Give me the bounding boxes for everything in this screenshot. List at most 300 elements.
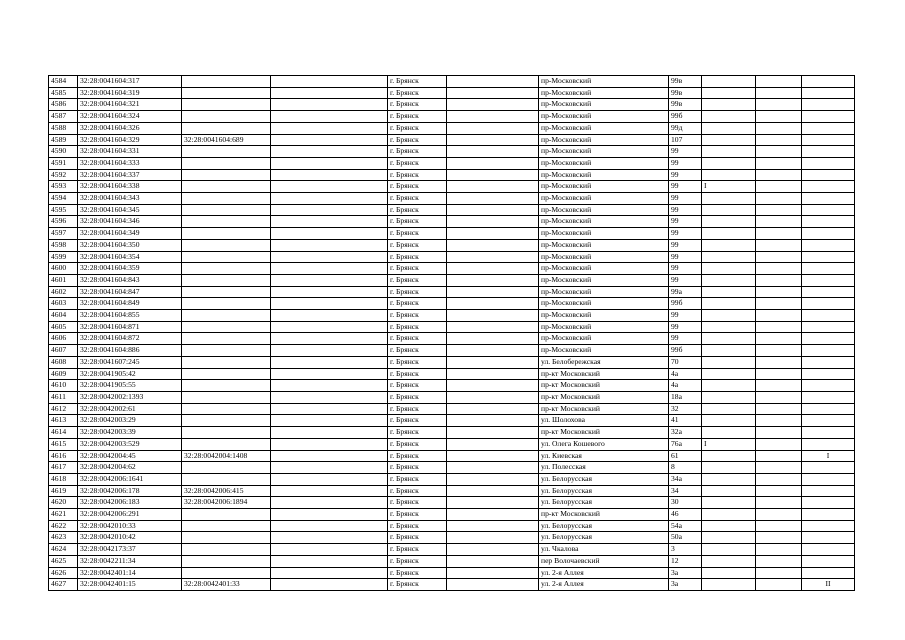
table-row [49, 427, 855, 439]
mark-cell-3 [802, 134, 855, 146]
mark-cell-2 [756, 497, 802, 509]
cadastral-number-cell: 32:28:0042002:1393 [78, 391, 182, 403]
mark-cell-3 [802, 368, 855, 380]
row-number-cell: 4618 [49, 473, 78, 485]
city-cell: г. Брянск [388, 391, 447, 403]
street-cell: пр-Московский [539, 216, 669, 228]
mark-cell-1 [702, 462, 756, 474]
empty-cell [447, 356, 539, 368]
city-cell: г. Брянск [388, 462, 447, 474]
empty-cell [447, 520, 539, 532]
cadastral-number-cell: 32:28:0041607:245 [78, 356, 182, 368]
table-row [49, 193, 855, 205]
empty-cell [447, 462, 539, 474]
empty-cell [447, 169, 539, 181]
street-cell: пр-Московский [539, 181, 669, 193]
house-number-cell: 8 [669, 462, 702, 474]
table-row [49, 228, 855, 240]
mark-cell-1 [702, 274, 756, 286]
street-cell: пр-Московский [539, 263, 669, 275]
table-row [49, 274, 855, 286]
cadastral-number-cell: 32:28:0042004:62 [78, 462, 182, 474]
mark-cell-3 [802, 298, 855, 310]
street-cell: ул. Киевская [539, 450, 669, 462]
cadastral-number-cell: 32:28:0041604:346 [78, 216, 182, 228]
mark-cell-3: II [802, 579, 855, 591]
city-cell: г. Брянск [388, 274, 447, 286]
empty-cell [447, 333, 539, 345]
mark-cell-1 [702, 157, 756, 169]
mark-cell-1 [702, 228, 756, 240]
empty-cell [447, 345, 539, 357]
empty-cell [271, 216, 388, 228]
parent-cadastral-number-cell [182, 263, 271, 275]
house-number-cell: 30 [669, 497, 702, 509]
table-row [49, 239, 855, 251]
house-number-cell: 99 [669, 146, 702, 158]
city-cell: г. Брянск [388, 509, 447, 521]
empty-cell [271, 298, 388, 310]
parent-cadastral-number-cell [182, 111, 271, 123]
city-cell: г. Брянск [388, 193, 447, 205]
city-cell: г. Брянск [388, 146, 447, 158]
mark-cell-3 [802, 181, 855, 193]
row-number-cell: 4616 [49, 450, 78, 462]
mark-cell-3 [802, 403, 855, 415]
table-row [49, 567, 855, 579]
parent-cadastral-number-cell [182, 193, 271, 205]
house-number-cell: 61 [669, 450, 702, 462]
city-cell: г. Брянск [388, 76, 447, 88]
mark-cell-2 [756, 567, 802, 579]
row-number-cell: 4602 [49, 286, 78, 298]
mark-cell-1 [702, 567, 756, 579]
table-row [49, 204, 855, 216]
row-number-cell: 4597 [49, 228, 78, 240]
mark-cell-2 [756, 473, 802, 485]
street-cell: пр-Московский [539, 204, 669, 216]
mark-cell-1 [702, 544, 756, 556]
empty-cell [271, 122, 388, 134]
parent-cadastral-number-cell [182, 321, 271, 333]
empty-cell [271, 169, 388, 181]
mark-cell-1 [702, 520, 756, 532]
row-number-cell: 4625 [49, 555, 78, 567]
empty-cell [447, 485, 539, 497]
parent-cadastral-number-cell [182, 204, 271, 216]
house-number-cell: 12 [669, 555, 702, 567]
mark-cell-3 [802, 321, 855, 333]
cadastral-number-cell: 32:28:0041604:350 [78, 239, 182, 251]
city-cell: г. Брянск [388, 403, 447, 415]
cadastral-number-cell: 32:28:0041604:331 [78, 146, 182, 158]
mark-cell-1 [702, 76, 756, 88]
table-row [49, 298, 855, 310]
empty-cell [271, 251, 388, 263]
table-row [49, 391, 855, 403]
cadastral-number-cell: 32:28:0042003:529 [78, 438, 182, 450]
house-number-cell: 34 [669, 485, 702, 497]
table-row [49, 321, 855, 333]
parent-cadastral-number-cell [182, 76, 271, 88]
parent-cadastral-number-cell: 32:28:0042401:33 [182, 579, 271, 591]
mark-cell-2 [756, 193, 802, 205]
registry-table-body [49, 76, 855, 591]
mark-cell-3 [802, 485, 855, 497]
house-number-cell: 107 [669, 134, 702, 146]
mark-cell-1 [702, 321, 756, 333]
cadastral-number-cell: 32:28:0042003:29 [78, 415, 182, 427]
mark-cell-2 [756, 450, 802, 462]
mark-cell-3 [802, 555, 855, 567]
table-row [49, 579, 855, 591]
house-number-cell: 3 [669, 544, 702, 556]
row-number-cell: 4606 [49, 333, 78, 345]
street-cell: пр-Московский [539, 286, 669, 298]
cadastral-number-cell: 32:28:0042010:42 [78, 532, 182, 544]
empty-cell [447, 76, 539, 88]
mark-cell-2 [756, 509, 802, 521]
city-cell: г. Брянск [388, 520, 447, 532]
house-number-cell: 4а [669, 368, 702, 380]
street-cell: пр-Московский [539, 298, 669, 310]
mark-cell-3 [802, 263, 855, 275]
mark-cell-2 [756, 391, 802, 403]
street-cell: ул. Шолохова [539, 415, 669, 427]
city-cell: г. Брянск [388, 567, 447, 579]
mark-cell-3 [802, 286, 855, 298]
table-row [49, 251, 855, 263]
mark-cell-3 [802, 427, 855, 439]
cadastral-number-cell: 32:28:0042006:183 [78, 497, 182, 509]
row-number-cell: 4610 [49, 380, 78, 392]
parent-cadastral-number-cell [182, 181, 271, 193]
parent-cadastral-number-cell: 32:28:0042004:1408 [182, 450, 271, 462]
mark-cell-3 [802, 532, 855, 544]
street-cell: пр-Московский [539, 157, 669, 169]
row-number-cell: 4619 [49, 485, 78, 497]
house-number-cell: 99 [669, 333, 702, 345]
house-number-cell: 3а [669, 579, 702, 591]
mark-cell-1 [702, 251, 756, 263]
mark-cell-3 [802, 356, 855, 368]
mark-cell-3 [802, 274, 855, 286]
empty-cell [447, 298, 539, 310]
empty-cell [447, 239, 539, 251]
mark-cell-3 [802, 122, 855, 134]
mark-cell-2 [756, 169, 802, 181]
cadastral-number-cell: 32:28:0042006:1641 [78, 473, 182, 485]
row-number-cell: 4599 [49, 251, 78, 263]
mark-cell-1 [702, 427, 756, 439]
empty-cell [271, 345, 388, 357]
mark-cell-3 [802, 251, 855, 263]
empty-cell [447, 497, 539, 509]
house-number-cell: 99 [669, 216, 702, 228]
parent-cadastral-number-cell [182, 274, 271, 286]
house-number-cell: 99 [669, 239, 702, 251]
mark-cell-1 [702, 169, 756, 181]
empty-cell [271, 532, 388, 544]
empty-cell [271, 509, 388, 521]
empty-cell [271, 274, 388, 286]
table-row [49, 310, 855, 322]
empty-cell [271, 134, 388, 146]
cadastral-number-cell: 32:28:0041604:345 [78, 204, 182, 216]
parent-cadastral-number-cell [182, 532, 271, 544]
mark-cell-2 [756, 239, 802, 251]
mark-cell-3 [802, 239, 855, 251]
empty-cell [271, 555, 388, 567]
mark-cell-2 [756, 321, 802, 333]
mark-cell-1 [702, 263, 756, 275]
city-cell: г. Брянск [388, 485, 447, 497]
row-number-cell: 4608 [49, 356, 78, 368]
street-cell: пр-Московский [539, 122, 669, 134]
mark-cell-2 [756, 181, 802, 193]
house-number-cell: 34а [669, 473, 702, 485]
house-number-cell: 18а [669, 391, 702, 403]
row-number-cell: 4612 [49, 403, 78, 415]
table-row [49, 169, 855, 181]
house-number-cell: 99 [669, 274, 702, 286]
mark-cell-2 [756, 87, 802, 99]
row-number-cell: 4609 [49, 368, 78, 380]
city-cell: г. Брянск [388, 333, 447, 345]
cadastral-number-cell: 32:28:0041604:871 [78, 321, 182, 333]
mark-cell-1 [702, 193, 756, 205]
empty-cell [447, 274, 539, 286]
mark-cell-1 [702, 134, 756, 146]
house-number-cell: 46 [669, 509, 702, 521]
mark-cell-2 [756, 368, 802, 380]
parent-cadastral-number-cell: 32:28:0041604:689 [182, 134, 271, 146]
row-number-cell: 4588 [49, 122, 78, 134]
mark-cell-3 [802, 567, 855, 579]
empty-cell [447, 473, 539, 485]
mark-cell-1 [702, 286, 756, 298]
city-cell: г. Брянск [388, 427, 447, 439]
house-number-cell: 32а [669, 427, 702, 439]
empty-cell [271, 403, 388, 415]
mark-cell-3 [802, 169, 855, 181]
mark-cell-1 [702, 333, 756, 345]
table-row [49, 532, 855, 544]
empty-cell [271, 99, 388, 111]
empty-cell [447, 567, 539, 579]
street-cell: ул. Белорусская [539, 532, 669, 544]
street-cell: пр-Московский [539, 87, 669, 99]
mark-cell-3 [802, 520, 855, 532]
house-number-cell: 99 [669, 193, 702, 205]
table-row [49, 122, 855, 134]
mark-cell-1 [702, 391, 756, 403]
cadastral-number-cell: 32:28:0041604:337 [78, 169, 182, 181]
house-number-cell: 76а [669, 438, 702, 450]
city-cell: г. Брянск [388, 157, 447, 169]
parent-cadastral-number-cell [182, 157, 271, 169]
street-cell: пр-Московский [539, 76, 669, 88]
row-number-cell: 4627 [49, 579, 78, 591]
street-cell: ул. 2-я Аллея [539, 567, 669, 579]
empty-cell [447, 111, 539, 123]
empty-cell [271, 286, 388, 298]
mark-cell-2 [756, 380, 802, 392]
mark-cell-1 [702, 368, 756, 380]
empty-cell [271, 181, 388, 193]
empty-cell [271, 520, 388, 532]
row-number-cell: 4604 [49, 310, 78, 322]
cadastral-number-cell: 32:28:0042006:178 [78, 485, 182, 497]
empty-cell [271, 567, 388, 579]
mark-cell-1 [702, 298, 756, 310]
row-number-cell: 4623 [49, 532, 78, 544]
street-cell: пр-Московский [539, 228, 669, 240]
city-cell: г. Брянск [388, 298, 447, 310]
document-sheet [48, 75, 855, 591]
empty-cell [447, 438, 539, 450]
street-cell: ул. Олега Кошевого [539, 438, 669, 450]
street-cell: ул. Полесская [539, 462, 669, 474]
street-cell: пр-кт Московский [539, 380, 669, 392]
parent-cadastral-number-cell [182, 216, 271, 228]
row-number-cell: 4605 [49, 321, 78, 333]
mark-cell-2 [756, 345, 802, 357]
row-number-cell: 4617 [49, 462, 78, 474]
empty-cell [447, 87, 539, 99]
parent-cadastral-number-cell [182, 239, 271, 251]
city-cell: г. Брянск [388, 134, 447, 146]
empty-cell [447, 321, 539, 333]
mark-cell-1 [702, 146, 756, 158]
mark-cell-2 [756, 356, 802, 368]
empty-cell [447, 157, 539, 169]
mark-cell-3 [802, 333, 855, 345]
empty-cell [271, 427, 388, 439]
street-cell: пр-Московский [539, 134, 669, 146]
house-number-cell: 99в [669, 99, 702, 111]
cadastral-number-cell: 32:28:0042211:34 [78, 555, 182, 567]
mark-cell-1: I [702, 181, 756, 193]
house-number-cell: 99 [669, 181, 702, 193]
mark-cell-2 [756, 310, 802, 322]
street-cell: пр-кт Московский [539, 427, 669, 439]
empty-cell [447, 450, 539, 462]
cadastral-number-cell: 32:28:0041604:333 [78, 157, 182, 169]
parent-cadastral-number-cell [182, 87, 271, 99]
mark-cell-1 [702, 509, 756, 521]
table-row [49, 87, 855, 99]
parent-cadastral-number-cell [182, 473, 271, 485]
row-number-cell: 4584 [49, 76, 78, 88]
mark-cell-2 [756, 134, 802, 146]
empty-cell [447, 251, 539, 263]
mark-cell-2 [756, 520, 802, 532]
mark-cell-2 [756, 532, 802, 544]
empty-cell [271, 380, 388, 392]
cadastral-number-cell: 32:28:0041604:324 [78, 111, 182, 123]
street-cell: ул. Белобережская [539, 356, 669, 368]
mark-cell-1 [702, 555, 756, 567]
city-cell: г. Брянск [388, 251, 447, 263]
row-number-cell: 4598 [49, 239, 78, 251]
mark-cell-2 [756, 438, 802, 450]
house-number-cell: 99б [669, 111, 702, 123]
empty-cell [447, 204, 539, 216]
parent-cadastral-number-cell [182, 391, 271, 403]
city-cell: г. Брянск [388, 239, 447, 251]
empty-cell [447, 181, 539, 193]
house-number-cell: 99 [669, 169, 702, 181]
street-cell: ул. Чкалова [539, 544, 669, 556]
city-cell: г. Брянск [388, 204, 447, 216]
table-row [49, 356, 855, 368]
mark-cell-2 [756, 111, 802, 123]
parent-cadastral-number-cell [182, 380, 271, 392]
parent-cadastral-number-cell [182, 403, 271, 415]
street-cell: пр-кт Московский [539, 391, 669, 403]
mark-cell-1 [702, 99, 756, 111]
empty-cell [271, 391, 388, 403]
cadastral-number-cell: 32:28:0041604:847 [78, 286, 182, 298]
table-row [49, 473, 855, 485]
mark-cell-2 [756, 146, 802, 158]
empty-cell [447, 134, 539, 146]
mark-cell-1 [702, 532, 756, 544]
cadastral-number-cell: 32:28:0041604:338 [78, 181, 182, 193]
street-cell: пр-Московский [539, 169, 669, 181]
mark-cell-1 [702, 380, 756, 392]
street-cell: ул. Белорусская [539, 520, 669, 532]
table-row [49, 111, 855, 123]
table-row [49, 415, 855, 427]
mark-cell-3 [802, 157, 855, 169]
table-row [49, 497, 855, 509]
city-cell: г. Брянск [388, 181, 447, 193]
empty-cell [271, 228, 388, 240]
empty-cell [447, 263, 539, 275]
street-cell: пер Волочаевский [539, 555, 669, 567]
parent-cadastral-number-cell [182, 356, 271, 368]
row-number-cell: 4591 [49, 157, 78, 169]
empty-cell [447, 403, 539, 415]
mark-cell-3 [802, 473, 855, 485]
mark-cell-2 [756, 462, 802, 474]
empty-cell [271, 239, 388, 251]
cadastral-number-cell: 32:28:0041604:354 [78, 251, 182, 263]
empty-cell [447, 310, 539, 322]
parent-cadastral-number-cell [182, 520, 271, 532]
empty-cell [271, 157, 388, 169]
city-cell: г. Брянск [388, 356, 447, 368]
cadastral-number-cell: 32:28:0041604:359 [78, 263, 182, 275]
mark-cell-2 [756, 415, 802, 427]
empty-cell [271, 76, 388, 88]
table-row [49, 368, 855, 380]
mark-cell-1 [702, 497, 756, 509]
property-registry-table [48, 75, 855, 591]
table-row [49, 216, 855, 228]
mark-cell-1 [702, 204, 756, 216]
city-cell: г. Брянск [388, 169, 447, 181]
cadastral-number-cell: 32:28:0041905:55 [78, 380, 182, 392]
parent-cadastral-number-cell [182, 438, 271, 450]
empty-cell [271, 450, 388, 462]
empty-cell [447, 415, 539, 427]
empty-cell [271, 356, 388, 368]
mark-cell-3 [802, 216, 855, 228]
mark-cell-2 [756, 122, 802, 134]
